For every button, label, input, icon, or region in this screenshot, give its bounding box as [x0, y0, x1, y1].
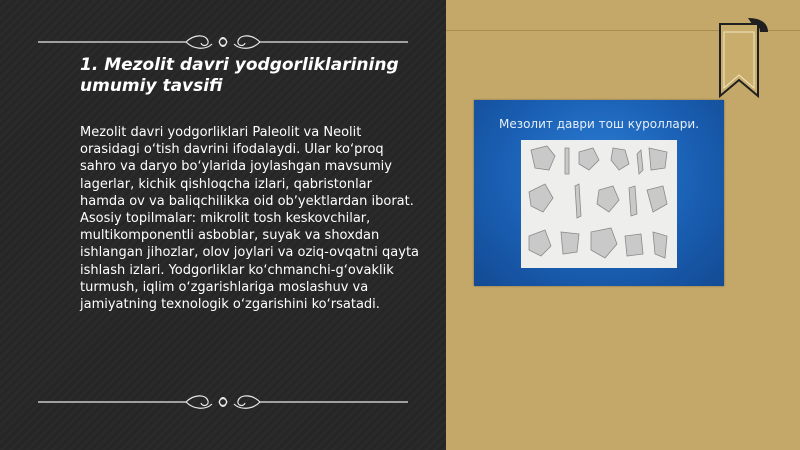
ornament-divider-top-icon [36, 32, 410, 52]
figure-caption: Мезолит даври тош куроллари. [498, 117, 700, 131]
stone-tools-figure [474, 100, 724, 286]
ornament-divider-bottom-icon [36, 392, 410, 412]
bookmark-ribbon-icon [718, 18, 768, 98]
stone-tools-image [521, 140, 677, 268]
slide-body-text: Mezolit davri yodgorliklari Paleolit va Neolit orasidagi oʻtish davrini ifodalaydi. Ular koʻproq sahro va daryo boʻylarida joylashgan mavsumiy lagerlar, kichik qishloqcha izlari, qabristonlar hamda ov va baliqchilikka oid obʼyektlardan iborat. Asosiy topilmalar: mikrolit tosh keskovchilar, multikomponentli asboblar, suyak va shoxdan ishlangan jihozlar, olov joylari va oziq-ovqatni qayta ishlash izlari. Yodgorliklar koʻchmanchi-gʻovaklik turmush, iqlim oʻzgarishlariga moslashuv va jamiyatning texnologik oʻzgarishini koʻrsatadi. [80, 125, 420, 313]
slide-title: 1. Mezolit davri yodgorliklarining umumiy tavsifi [80, 55, 399, 96]
